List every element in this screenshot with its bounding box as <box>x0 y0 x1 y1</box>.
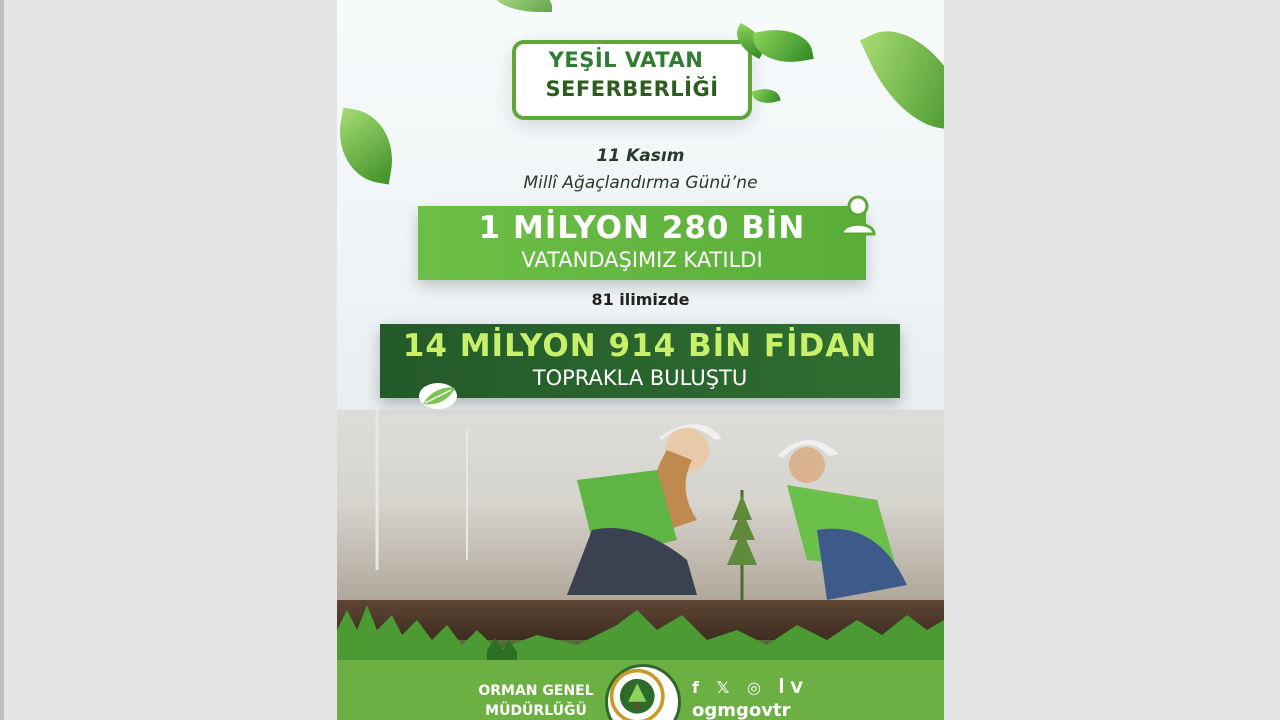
organization-name-line-2: MÜDÜRLÜĞÜ <box>485 703 587 719</box>
leaf-icon <box>417 380 459 412</box>
website-link[interactable]: ogmgovtr <box>692 700 791 720</box>
date-text: 11 Kasım <box>596 146 685 166</box>
provinces-text: 81 ilimizde <box>591 290 690 309</box>
organization-name <box>473 681 599 720</box>
leaf-icon <box>492 0 552 12</box>
participants-label: VATANDAŞIMIZ KATILDI <box>521 248 763 272</box>
saplings-count: 14 MİLYON 914 BİN FİDAN <box>402 328 878 364</box>
ogm-seal-logo <box>605 664 681 720</box>
forest-silhouette <box>337 590 944 670</box>
leaf-icon <box>751 85 780 107</box>
leaf-icon <box>860 11 944 149</box>
participants-count: 1 MİLYON 280 BİN <box>478 210 806 246</box>
left-edge <box>0 0 4 720</box>
organization-name-line-1: ORMAN GENEL <box>478 683 594 699</box>
saplings-label: TOPRAKLA BULUŞTU <box>532 366 748 390</box>
title-badge <box>512 40 752 120</box>
leaf-icon <box>752 23 813 68</box>
subtitle-text: Millî Ağaçlandırma Günü’ne <box>523 173 758 193</box>
planting-scene-illustration <box>337 410 944 610</box>
social-icons[interactable]: f 𝕏 ◎ ꟾV <box>692 678 809 697</box>
campaign-poster <box>337 0 944 720</box>
title-line-2: SEFERBERLİĞİ <box>545 77 719 101</box>
title-line-1: YEŞİL VATAN <box>548 48 704 72</box>
participants-banner <box>418 206 866 280</box>
person-icon <box>839 193 877 237</box>
